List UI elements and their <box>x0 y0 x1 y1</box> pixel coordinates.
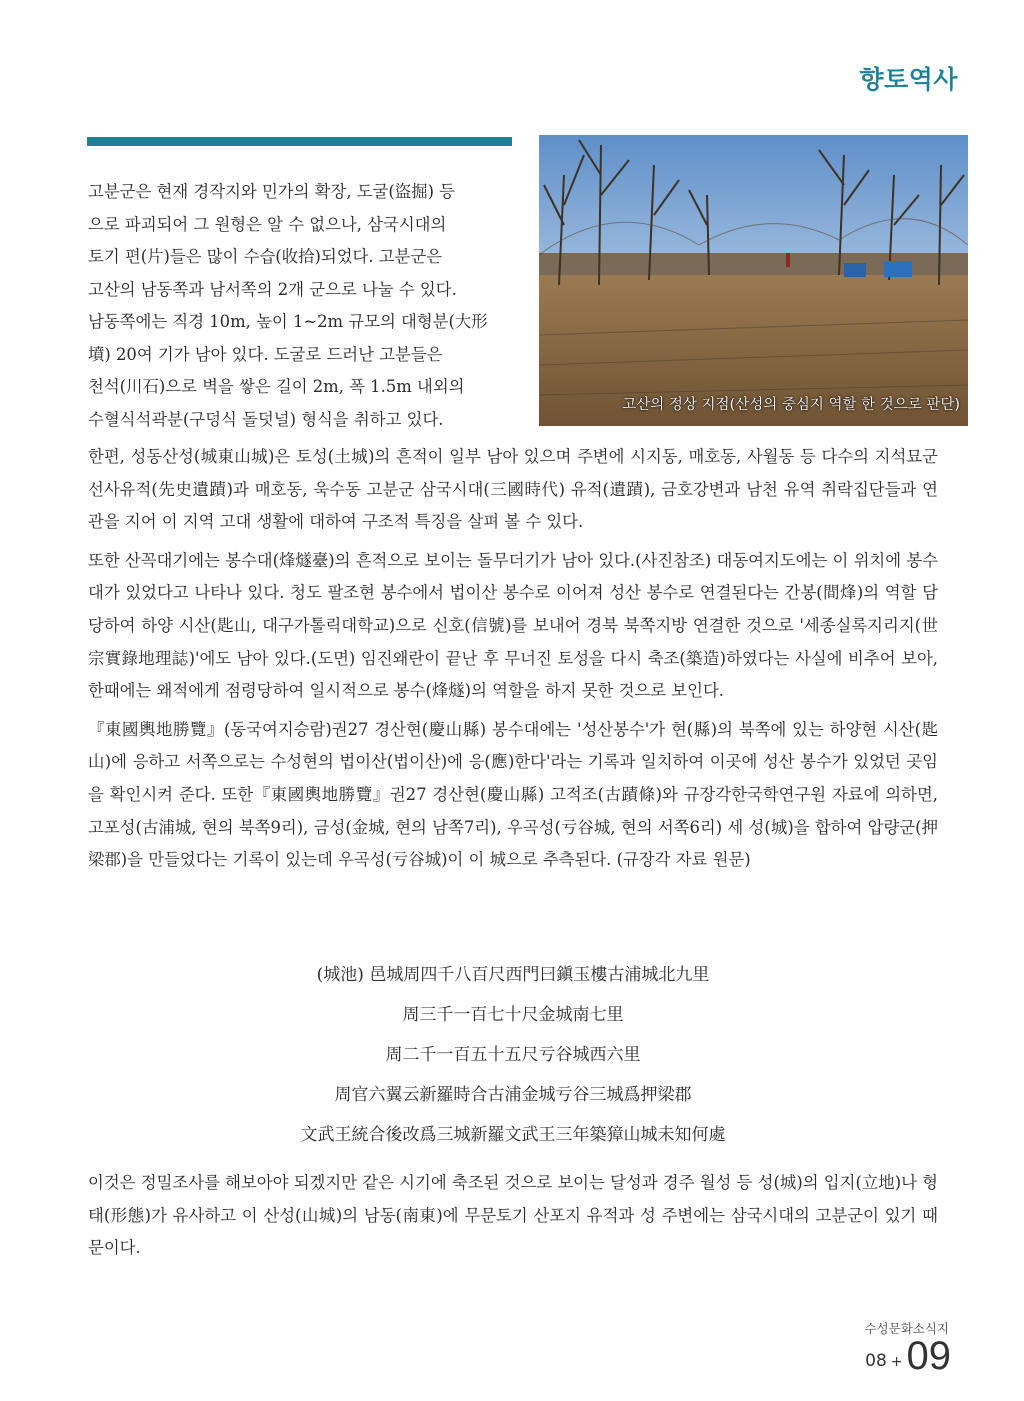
page-footer <box>864 1319 951 1378</box>
paragraph: 『東國輿地勝覽』(동국여지승람)권27 경산현(慶山縣) 봉수대에는 '성산봉수'가 현(縣)의 북쪽에 있는 하양현 시산(匙山)에 응하고 서쪽으로는 수성현의 법이산(법이산)에 응(應)한다'라는 기록과 일치하여 이곳에 성산 봉수가 있었던 곳임을 확인시켜 준다. 또한『東國輿地勝覽』권27 경산현(慶山縣) 고적조(古蹟條)와 규장각한국학연구원 자료에 의하면, 고포성(古浦城, 현의 북쪽9리), 금성(金城, 현의 남쪽7리), 우곡성(亏谷城, 현의 서쪽6리) 세 성(城)을 합하여 압량군(押梁郡)을 만들었다는 기록이 있는데 우곡성(亏谷城)이 이 城으로 추측된다. (규장각 자료 원문) <box>88 719 938 870</box>
photo-caption: 고산의 정상 지점(산성의 중심지 역할 한 것으로 판단) <box>622 397 960 413</box>
prev-page-number: 08 <box>865 1351 887 1371</box>
hilltop-photo-image <box>539 135 968 426</box>
intro-line: 남동쪽에는 직경 10m, 높이 1~2m 규모의 대형분(大形 <box>88 312 488 331</box>
body-text <box>88 441 938 883</box>
intro-line: 고산의 남동쪽과 남서쪽의 2개 군으로 나눌 수 있다. <box>88 279 457 299</box>
current-page-number: 09 <box>906 1334 951 1378</box>
intro-paragraph <box>88 176 513 436</box>
page-numbers <box>864 1334 951 1378</box>
closing-paragraph: 이것은 정밀조사를 해보아야 되겠지만 같은 시기에 축조된 것으로 보이는 달성과 경주 월성 등 성(城)의 입지(立地)나 형태(形態)가 유사하고 이 산성(山城)의 남동(南東)에 무문토기 산포지 유적과 성 주변에는 삼국시대의 고분군이 있기 때문이다. <box>88 1173 938 1258</box>
page-plus-sign: + <box>890 1354 903 1370</box>
intro-line: 토기 편(片)들은 많이 수습(收拾)되었다. 고분군은 <box>88 247 443 266</box>
intro-line: 고분군은 현재 경작지와 민가의 확장, 도굴(盜掘) 등 <box>88 182 456 201</box>
paragraph: 한편, 성동산성(城東山城)은 토성(土城)의 흔적이 일부 남아 있으며 주변에 시지동, 매호동, 사월동 등 다수의 지석묘군 선사유적(先史遺蹟)과 매호동, 욱수동 고분군 삼국시대(三國時代) 유적(遺蹟), 금호강변과 남천 유역 취락집단들과 연관을 지어 이 지역 고대 생활에 대하여 구조적 특징을 살펴 볼 수 있다. <box>88 447 938 532</box>
classical-line: 周二千一百五十五尺亏谷城西六里 <box>385 1045 641 1065</box>
classical-line: 周官六翼云新羅時合古浦金城亏谷三城爲押梁郡 <box>334 1085 692 1105</box>
intro-line: 墳) 20여 기가 남아 있다. 도굴로 드러난 고분들은 <box>88 344 443 364</box>
classical-line: (城池) 邑城周四千八百尺西門曰鎭玉樓古浦城北九里 <box>316 965 710 985</box>
photo <box>539 135 968 426</box>
accent-bar <box>87 137 512 146</box>
classical-line: 周三千一百七十尺金城南七里 <box>402 1005 624 1025</box>
intro-line: 천석(川石)으로 벽을 쌓은 길이 2m, 폭 1.5m 내외의 <box>88 377 465 396</box>
magazine-title: 수성문화소식지 <box>864 1321 949 1336</box>
intro-line: 수혈식석곽분(구덩식 돌덧널) 형식을 취하고 있다. <box>88 409 444 429</box>
section-label: 향토역사 <box>859 65 958 94</box>
classical-line: 文武王統合後改爲三城新羅文武王三年築獐山城未知何處 <box>300 1125 726 1145</box>
paragraph: 또한 산꼭대기에는 봉수대(烽燧臺)의 흔적으로 보이는 돌무더기가 남아 있다.(사진참조) 대동여지도에는 이 위치에 봉수대가 있었다고 나타나 있다. 청도 팔조현 봉수에서 법이산 봉수로 이어져 성산 봉수로 연결된다는 간봉(間烽)의 역할 담당하여 하양 시산(匙山, 대구가톨릭대학교)으로 신호(信號)를 보내어 경북 북쪽지방 연결한 것으로 '세종실록지리지(世宗實錄地理誌)'에도 남아 있다.(도면) 임진왜란이 끝난 후 무너진 토성을 다시 축조(築造)하였다는 사실에 비추어 보아, 한때에는 왜적에게 점령당하여 일시적으로 봉수(烽燧)의 역할을 하지 못한 것으로 보인다. <box>88 550 938 701</box>
intro-line: 으로 파괴되어 그 원형은 알 수 없으나, 삼국시대의 <box>88 214 447 234</box>
classical-quotation <box>88 955 938 1155</box>
